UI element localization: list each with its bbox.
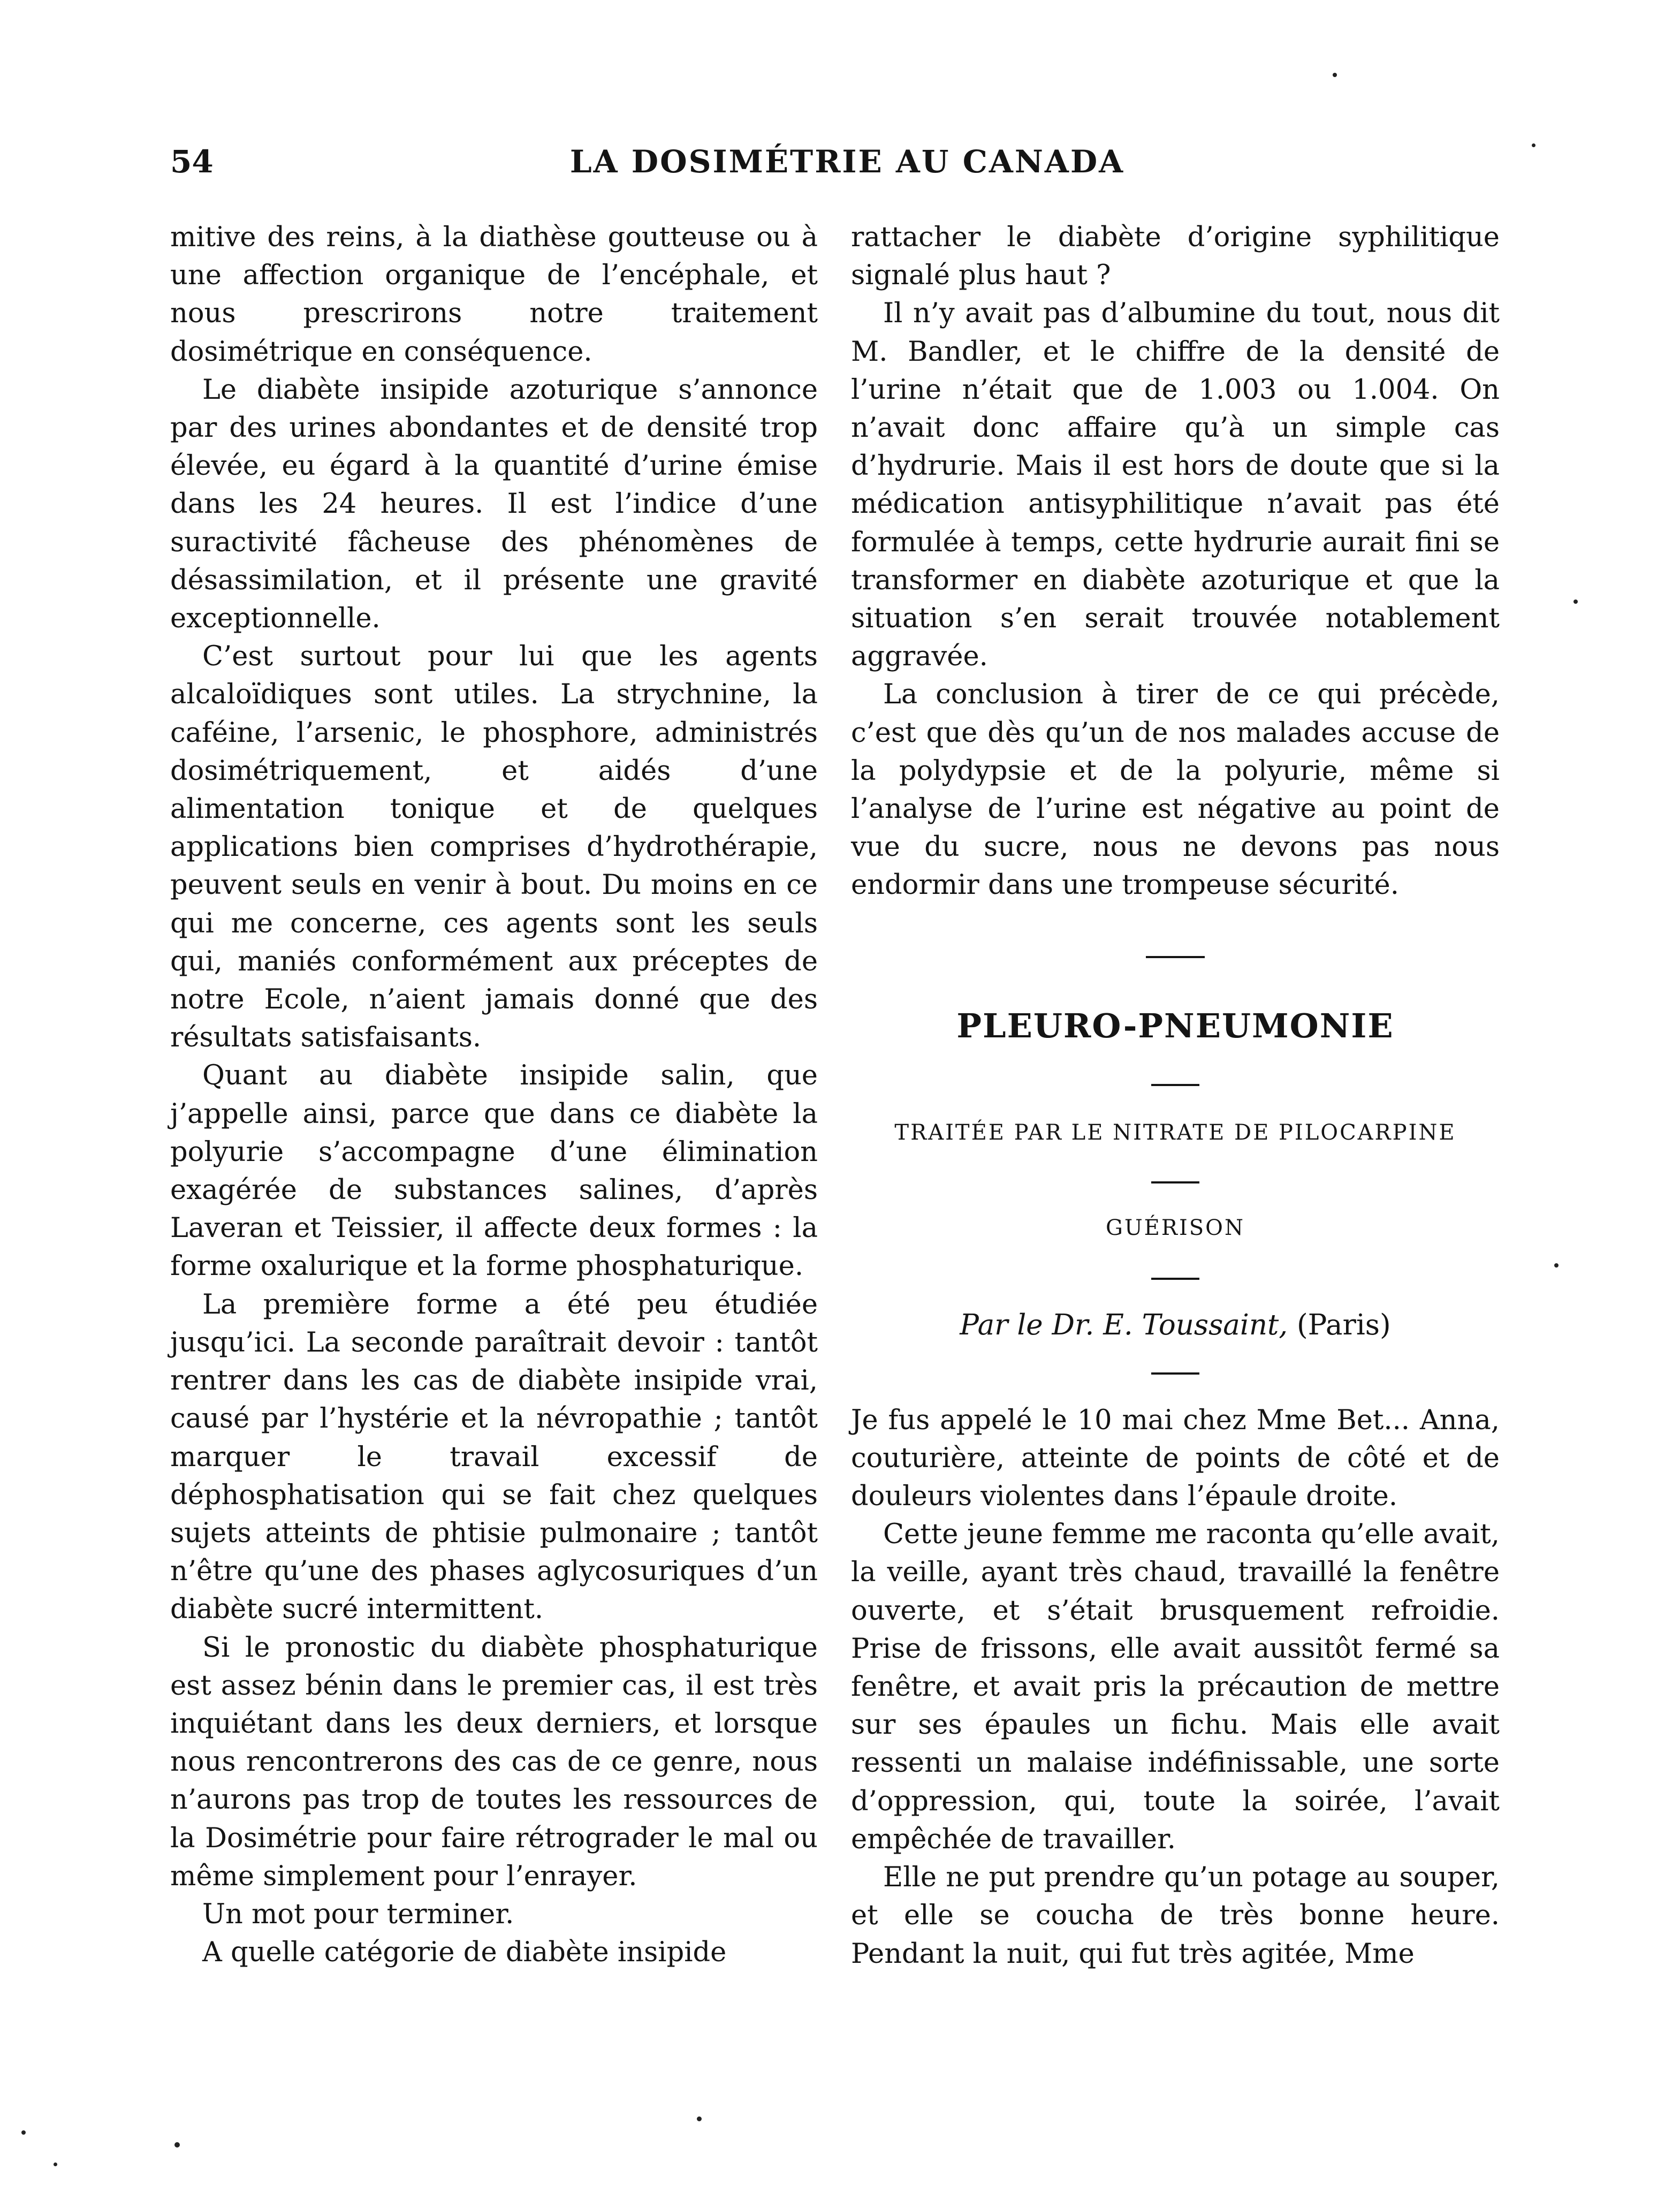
paragraph: Le diabète insipide azoturique s’annonce par des urines abondantes et de densité trop élevée, eu égard à la quantité d’urine émise dans les 24 heures. Il est l’indice d’une suractivité fâcheuse des phénomènes de désassimilation, et il présente une gravité exceptionnelle.	[170, 374, 818, 635]
paragraph: Quant au diabète insipide salin, que j’appelle ainsi, parce que dans ce diabète la polyurie s’accompagne d’une élimination exagérée de substances salines, d’après Laveran et Teissier, il affecte deux formes : la forme oxalurique et la forme phosphaturique.	[170, 1060, 818, 1283]
byline-place: (Paris)	[1296, 1308, 1391, 1341]
scan-speck	[1554, 1263, 1559, 1268]
paragraph: Je fus appelé le 10 mai chez Mme Bet... Anna, couturière, atteinte de points de côté et de douleurs violentes dans l’épaule droite.	[851, 1404, 1500, 1513]
paragraph: C’est surtout pour lui que les agents alcaloïdiques sont utiles. La strychnine, la caféine, l’arsenic, le phosphore, administrés dosimétriquement, et aidés d’une alimentation tonique et de quelques applications bien comprises d’hydrothérapie, peuvent seuls en venir à bout. Du moins en ce qui me concerne, ces agents sont les seuls qui, maniés conformément aux préceptes de notre Ecole, n’aient jamais donné que des résultats satisfaisants.	[170, 641, 818, 1054]
left-column	[170, 218, 818, 1971]
article-subtitle: TRAITÉE PAR LE NITRATE DE PILOCARPINE	[894, 1120, 1456, 1145]
scan-speck	[1573, 600, 1578, 604]
paragraph: A quelle catégorie de diabète insipide	[202, 1937, 727, 1969]
scan-speck	[697, 2116, 702, 2121]
article-title: PLEURO-PNEUMONIE	[956, 1006, 1394, 1045]
byline-author: Par le Dr. E. Toussaint,	[960, 1308, 1288, 1341]
page-header	[170, 143, 1524, 192]
article-byline	[851, 1309, 1500, 1341]
paragraph: mitive des reins, à la diathèse goutteuse ou à une affection organique de l’encéphale, et nous prescrirons notre traitement dosimétrique en conséquence.	[170, 222, 818, 368]
paragraph: Il n’y avait pas d’albumine du tout, nous dit M. Bandler, et le chiffre de la densité de l’urine n’était que de 1.003 ou 1.004. On n’avait donc affaire qu’à un simple cas d’hydrurie. Mais il est hors de doute que si la médication antisyphilitique n’avait pas été formulée à temps, cette hydrurie aurait fini se transformer en diabète azoturique et que la situation s’en serait trouvée notablement aggravée.	[851, 298, 1500, 673]
paragraph: La première forme a été peu étudiée jusqu’ici. La seconde paraîtrait devoir : tantôt rentrer dans les cas de diabète insipide vrai, causé par l’hystérie et la névropathie ; tantôt marquer le travail excessif de déphosphatisation qui se fait chez quelques sujets atteints de phtisie pulmonaire ; tantôt n’être qu’une des phases aglycosuriques d’un diabète sucré intermittent.	[170, 1288, 818, 1626]
paragraph: rattacher le diabète d’origine syphilitique signalé plus haut ?	[851, 222, 1500, 292]
scan-speck	[174, 2142, 180, 2148]
article-outcome: GUÉRISON	[1106, 1215, 1245, 1240]
scan-speck	[1532, 143, 1535, 147]
scan-speck	[21, 2130, 26, 2135]
paragraph: Un mot pour terminer.	[202, 1898, 514, 1930]
paragraph: Si le pronostic du diabète phosphaturique est assez bénin dans le premier cas, il est très inquiétant dans les deux derniers, et lorsque nous rencontrerons des cas de ce genre, nous n’aurons pas trop de toutes les ressources de la Dosimétrie pour faire rétrograder le mal ou même simplement pour l’enrayer.	[170, 1632, 818, 1892]
paragraph: Elle ne put prendre qu’un potage au souper, et elle se coucha de très bonne heure. Pendant la nuit, qui fut très agitée, Mme	[851, 1862, 1500, 1970]
scan-speck	[1333, 73, 1337, 77]
right-column	[851, 218, 1500, 1973]
running-title: LA DOSIMÉTRIE AU CANADA	[569, 143, 1125, 180]
scan-speck	[54, 2163, 57, 2166]
paragraph: Cette jeune femme me raconta qu’elle avait, la veille, ayant très chaud, travaillé la fenêtre ouverte, et s’était brusquement refroidie. Prise de frissons, elle avait aussitôt fermé sa fenêtre, et avait pris la précaution de mettre sur ses épaules un fichu. Mais elle avait ressenti un malaise indéfinissable, une sorte d’oppression, qui, toute la soirée, l’avait empêchée de travailler.	[851, 1519, 1500, 1855]
page-number: 54	[170, 143, 214, 180]
paragraph: La conclusion à tirer de ce qui précède, c’est que dès qu’un de nos malades accuse de la polydypsie et de la polyurie, même si l’analyse de l’urine est négative au point de vue du sucre, nous ne devons pas nous endormir dans une trompeuse sécurité.	[851, 679, 1500, 901]
